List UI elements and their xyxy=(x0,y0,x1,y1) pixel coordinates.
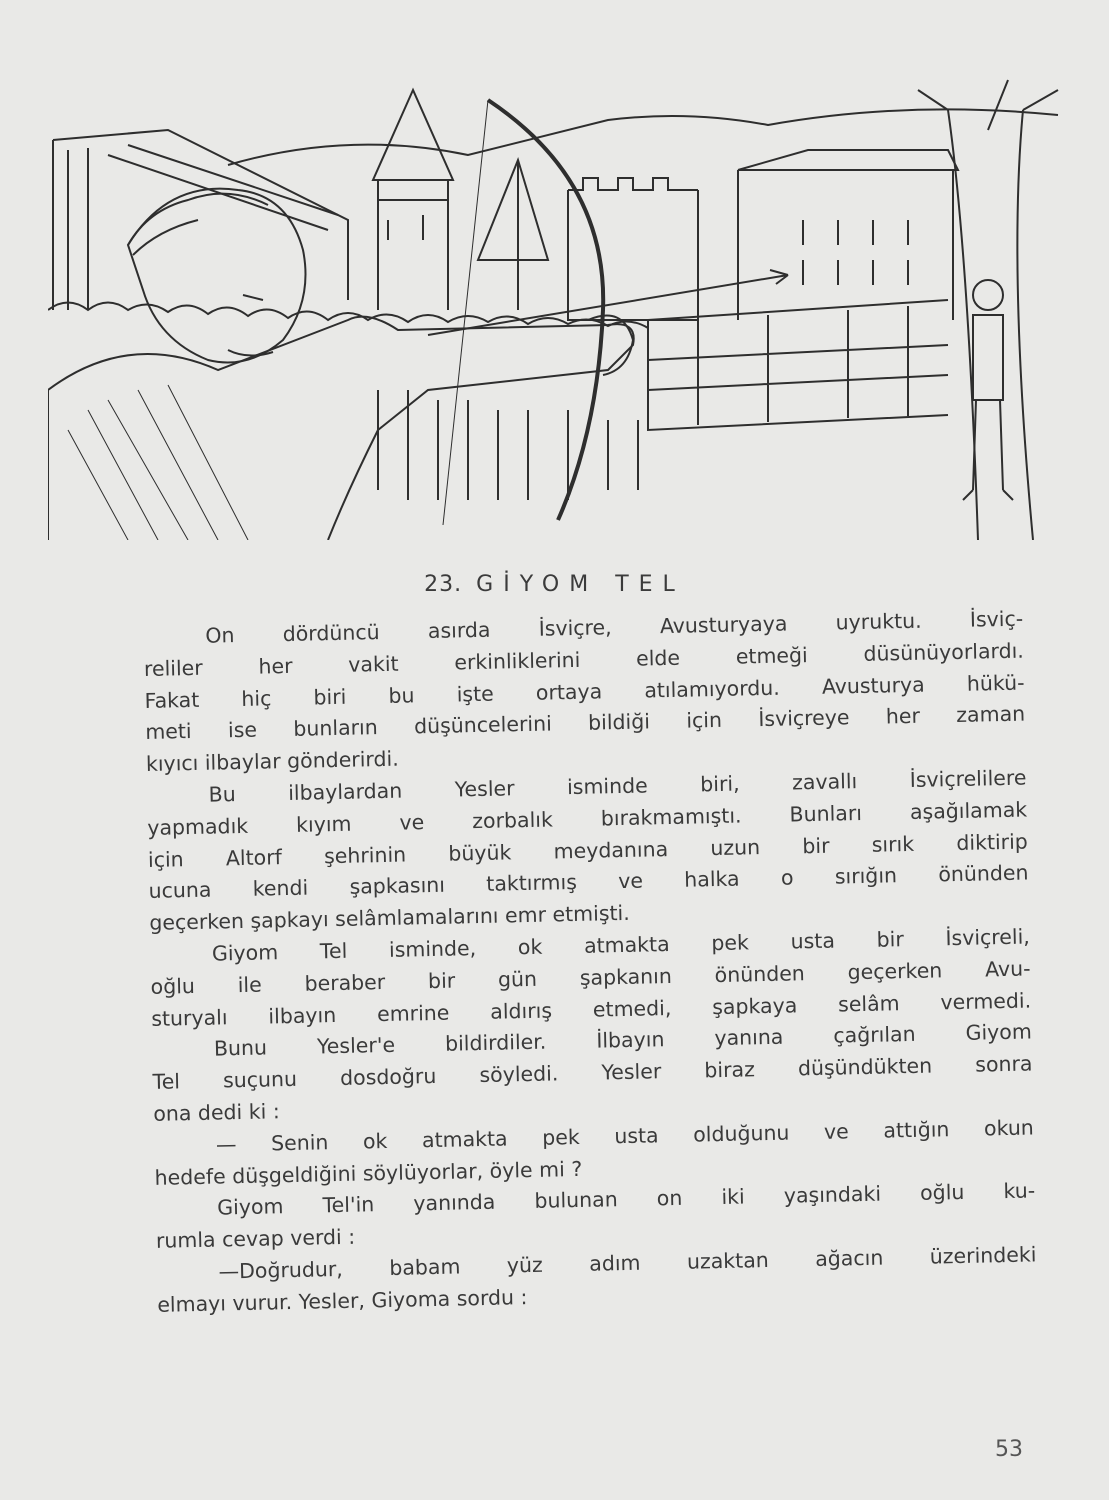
text-line: için Altorf şehrinin büyük meydanına uzun bir sırık diktirip xyxy=(147,829,1029,872)
text-line: Bunu Yesler'e bildirdiler. İlbayın yanına çağrılan Giyom xyxy=(213,1019,1033,1061)
text-line: Fakat hiç biri bu işte ortaya atılamıyordu. Avusturya hükü- xyxy=(144,670,1025,713)
battlement xyxy=(568,178,698,320)
text-line: oğlu ile beraber bir gün şapkanın önünden geçerken Avu- xyxy=(150,956,1031,999)
left-building xyxy=(53,130,348,310)
sail xyxy=(478,160,548,310)
illustration-archer-scene xyxy=(48,70,1068,540)
text-line: reliler her vakit erkinliklerini elde etmeği düsünüyorlardı. xyxy=(143,638,1025,681)
bow-string xyxy=(443,100,488,525)
chapter-number: 23. xyxy=(424,572,463,597)
text-line: rumla cevap verdi : xyxy=(155,1224,356,1254)
text-line: —Doğrudur, babam yüz adım uzaktan ağacın üzerindeki xyxy=(218,1242,1037,1284)
text-line: Giyom Tel isminde, ok atmakta pek usta bir İsviçreli, xyxy=(211,924,1031,966)
text-line: On dördüncü asırda İsviçre, Avusturyaya uyruktu. İsviç- xyxy=(205,606,1024,648)
crowd xyxy=(48,303,648,329)
bow xyxy=(488,100,603,520)
page-number: 53 xyxy=(995,1437,1023,1462)
text-line: Bu ilbaylardan Yesler isminde biri, zavallı İsviçrelilere xyxy=(208,765,1027,807)
tower-spire xyxy=(373,90,453,180)
chapter-name: GİYOM TEL xyxy=(476,572,685,597)
text-line: meti ise bunların düşüncelerini bildiği için İsviçreye her zaman xyxy=(145,701,1026,745)
text-line: ona dedi ki : xyxy=(153,1099,280,1126)
text-line: kıyıcı ilbaylar gönderirdi. xyxy=(145,746,399,777)
chapter-title xyxy=(0,572,1109,597)
text-line: sturyalı ilbayın emrine aldırış etmedi, şapkaya selâm vermedi. xyxy=(151,988,1032,1031)
text-line: geçerken şapkayı selâmlamalarını emr etmişti. xyxy=(149,901,631,936)
boy-head xyxy=(973,280,1003,310)
castle xyxy=(738,150,958,320)
text-line: hedefe düşgeldiğini söylüyorlar, öyle mi ? xyxy=(154,1156,583,1190)
text-line: Giyom Tel'in yanında bulunan on iki yaşındaki oğlu ku- xyxy=(217,1178,1036,1220)
text-line: yapmadık kıyım ve zorbalık bırakmamıştı. Bunları aşağılamak xyxy=(147,797,1028,840)
text-line: ucuna kendi şapkasını taktırmış ve halka o sırığın önünden xyxy=(148,860,1029,904)
archer-body xyxy=(48,317,634,540)
mountains xyxy=(228,109,1058,165)
boy xyxy=(963,315,1013,500)
text-line: — Senin ok atmakta pek usta olduğunu ve attığın okun xyxy=(215,1115,1035,1157)
text-line: elmayı vurur. Yesler, Giyoma sordu : xyxy=(157,1284,528,1317)
body-text xyxy=(143,604,1037,1322)
tower xyxy=(378,180,448,310)
text-line: Tel suçunu dosdoğru söyledi. Yesler biraz düşündükten sonra xyxy=(152,1051,1033,1095)
